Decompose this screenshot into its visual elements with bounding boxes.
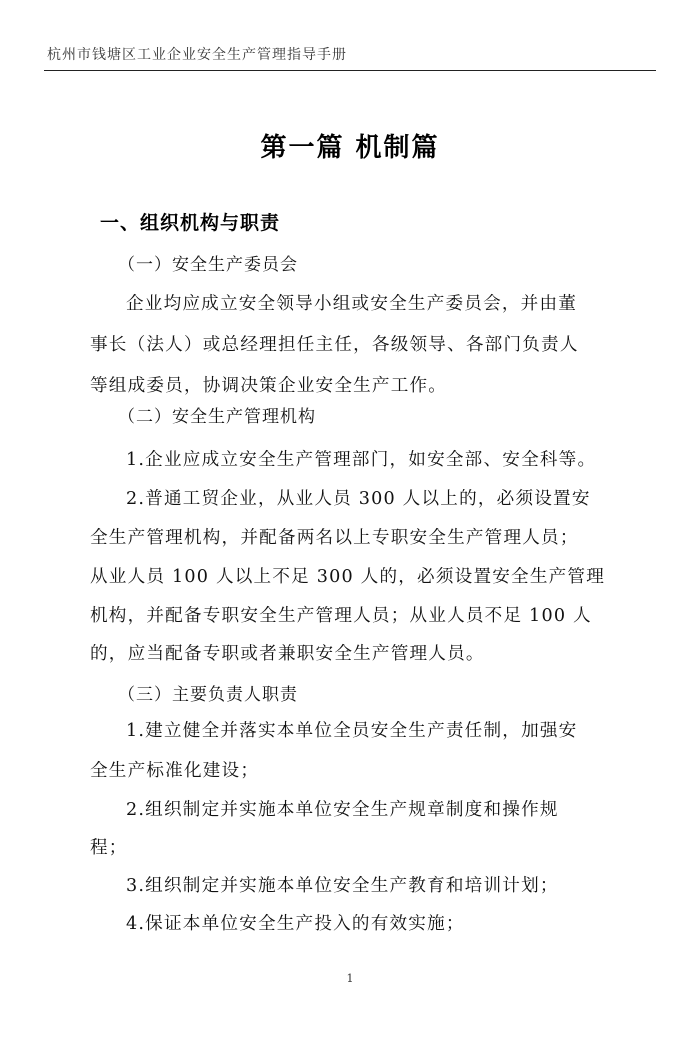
paragraph-line: 4.保证本单位安全生产投入的有效实施； — [126, 914, 465, 934]
paragraph-line: 企业均应成立安全领导小组或安全生产委员会，并由董 — [126, 294, 578, 314]
paragraph-line: 机构，并配备专职安全生产管理人员；从业人员不足 100 人 — [90, 606, 592, 626]
paragraph-line: 1.建立健全并落实本单位全员安全生产责任制，加强安 — [126, 721, 578, 741]
paragraph-line: 3.组织制定并实施本单位安全生产教育和培训计划； — [126, 876, 559, 896]
page-number: 1 — [346, 972, 354, 985]
header-rule — [44, 70, 656, 71]
paragraph-line: 1.企业应成立安全生产管理部门，如安全部、安全科等。 — [126, 450, 597, 470]
chapter-title: 第一篇 机制篇 — [260, 133, 440, 163]
section-heading: 一、组织机构与职责 — [100, 212, 281, 234]
paragraph-line: 的，应当配备专职或者兼职安全生产管理人员。 — [90, 644, 485, 664]
paragraph-line: 2.普通工贸企业，从业人员 300 人以上的，必须设置安 — [126, 489, 591, 509]
paragraph-line: 从业人员 100 人以上不足 300 人的，必须设置安全生产管理 — [90, 567, 605, 587]
paragraph-line: 全生产管理机构，并配备两名以上专职安全生产管理人员； — [90, 528, 579, 548]
paragraph-line: 事长（法人）或总经理担任主任，各级领导、各部门负责人 — [90, 335, 579, 355]
paragraph-line: 程； — [90, 838, 128, 858]
subsection-title: （一）安全生产委员会 — [118, 255, 298, 275]
paragraph-line: 2.组织制定并实施本单位安全生产规章制度和操作规 — [126, 800, 559, 820]
subsection-title: （三）主要负责人职责 — [118, 685, 298, 705]
subsection-title: （二）安全生产管理机构 — [118, 407, 316, 427]
paragraph-line: 等组成委员，协调决策企业安全生产工作。 — [90, 376, 448, 396]
paragraph-line: 全生产标准化建设； — [90, 761, 260, 781]
running-header: 杭州市钱塘区工业企业安全生产管理指导手册 — [47, 47, 347, 63]
